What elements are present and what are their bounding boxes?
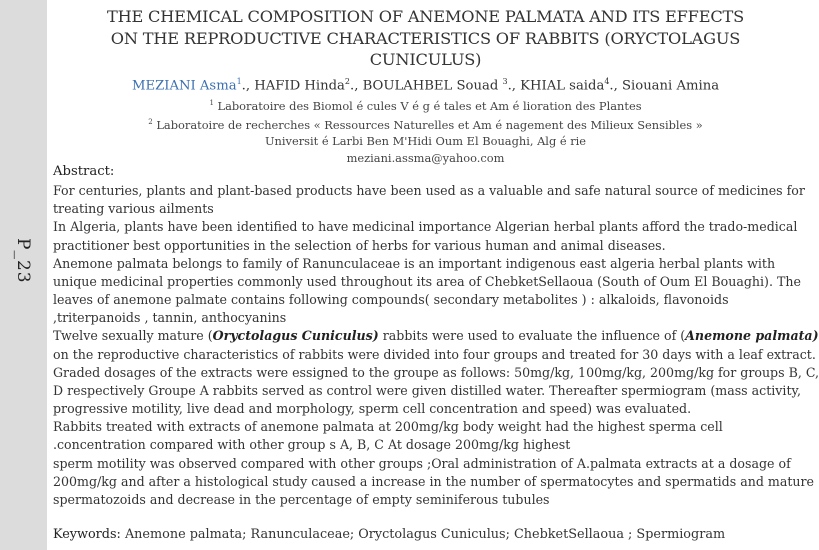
text-line: .concentration compared with other group s A, B, C At dosage 200mg/kg highest (53, 437, 571, 453)
paper-title: THE CHEMICAL COMPOSITION OF ANEMONE PALMATA AND ITS EFFECTS ON THE REPRODUCTIVE CHARACTERISTICS OF RABBITS (ORYCTOLAGUS CUNICULUS) (106, 7, 745, 69)
author-4-sup: 4 (604, 76, 610, 86)
author-1-sup: 1 (236, 76, 242, 86)
text-line: Rabbits treated with extracts of anemone palmata at 200mg/kg body weight had the highest sperma cell (53, 419, 723, 435)
author-sep: ., (609, 77, 622, 93)
species-name: Oryctolagus Cuniculus) (212, 328, 379, 344)
paper-header (47, 6, 804, 166)
abstract-paragraph-6 (53, 455, 814, 509)
abstract-paragraph-5 (53, 418, 723, 454)
author-1-given-name: Asma (195, 77, 237, 93)
text-line: ,triterpanoids , tannin, anthocyanins (53, 310, 287, 326)
text-segment: rabbits were used to evaluate the influence of ( (378, 328, 686, 344)
author-sep: ., (241, 77, 255, 93)
side-strip (0, 0, 47, 550)
author-2: HAFID Hinda (254, 77, 345, 93)
author-4: KHIAL saida (520, 77, 605, 93)
text-line (53, 327, 819, 345)
author-email: meziani.assma@yahoo.com (346, 150, 505, 165)
author-list (47, 73, 804, 95)
abstract-body (53, 163, 819, 550)
abstract-paragraph-1 (53, 182, 805, 218)
abstract-paragraph-4 (53, 327, 819, 418)
abstract-paragraph-3 (53, 255, 801, 328)
author-5: Siouani Amina (622, 77, 720, 93)
author-sep: ., (507, 77, 521, 93)
plant-name: Anemone palmata) (685, 328, 819, 344)
text-line: In Algeria, plants have been identified to have medicinal importance Algerian herbal plants afford the trado-medical (53, 219, 798, 235)
text-line: spermatozoids and decrease in the percentage of empty seminiferous tubules (53, 491, 550, 507)
text-line: D respectively Groupe A rabbits served as control were given distilled water. Thereafter spermiogram (mass activity, (53, 382, 801, 398)
affiliation-1 (47, 95, 804, 114)
author-3: BOULAHBEL Souad (362, 77, 503, 93)
keywords-label: Keywords: (53, 527, 121, 542)
affiliation-1-sup: 1 (209, 98, 214, 107)
affiliation-1-text: Laboratoire des Biomol é cules V é g é tales et Am é lioration des Plantes (213, 98, 642, 113)
text-line: on the reproductive characteristics of rabbits were divided into four groups and treated for 30 days with a leaf extract. (53, 346, 816, 362)
affiliation-2-text: Laboratoire de recherches « Ressources Naturelles et Am é nagement des Milieux Sensibles » (152, 117, 703, 132)
text-line: practitioner best opportunities in the selection of herbs for various human and animal diseases. (53, 237, 666, 253)
text-line: progressive motility, live dead and morphology, sperm cell concentration and speed) was evaluated. (53, 401, 692, 417)
text-line: Graded dosages of the extracts were essigned to the groupe as follows: 50mg/kg, 100mg/kg, 200mg/kg for groups B, C, (53, 364, 819, 380)
abstract-paragraph-2 (53, 218, 798, 254)
abstract-heading: Abstract: (53, 164, 115, 179)
affiliation-2 (47, 114, 804, 133)
author-1-surname: MEZIANI (131, 77, 196, 93)
text-line: treating various ailments (53, 201, 214, 217)
text-line: For centuries, plants and plant-based products have been used as a valuable and safe natural source of medicines for (53, 183, 805, 199)
text-line: sperm motility was observed compared with other groups ;Oral administration of A.palmata extracts at a dosage of (53, 455, 791, 471)
text-line: Anemone palmata belongs to family of Ranunculaceae is an important indigenous east algeria herbal plants with (53, 255, 776, 271)
text-line: leaves of anemone palmate contains following compounds( secondary metabolites ) : alkaloids, flavonoids (53, 292, 729, 308)
affiliation-2-sup: 2 (148, 118, 153, 127)
text-line: unique medicinal properties commonly used throughout its area of ChebketSellaoua (South of Oum El Bouaghi). The (53, 273, 801, 289)
page-code-label: P_23 (13, 238, 33, 284)
keywords (53, 527, 725, 542)
text-segment: Twelve sexually mature ( (53, 328, 213, 344)
author-sep: ., (350, 77, 363, 93)
text-line: 200mg/kg and after a histological study caused a increase in the number of spermatocytes and spermatids and mature (53, 473, 814, 489)
author-2-sup: 2 (344, 76, 351, 86)
author-3-sup: 3 (502, 76, 508, 86)
affiliation-3: Universit é Larbi Ben M'Hidi Oum El Bouaghi, Alg é rie (264, 134, 587, 149)
keywords-text: Anemone palmata; Ranunculaceae; Oryctolagus Cuniculus; ChebketSellaoua ; Spermiogram (120, 527, 726, 542)
